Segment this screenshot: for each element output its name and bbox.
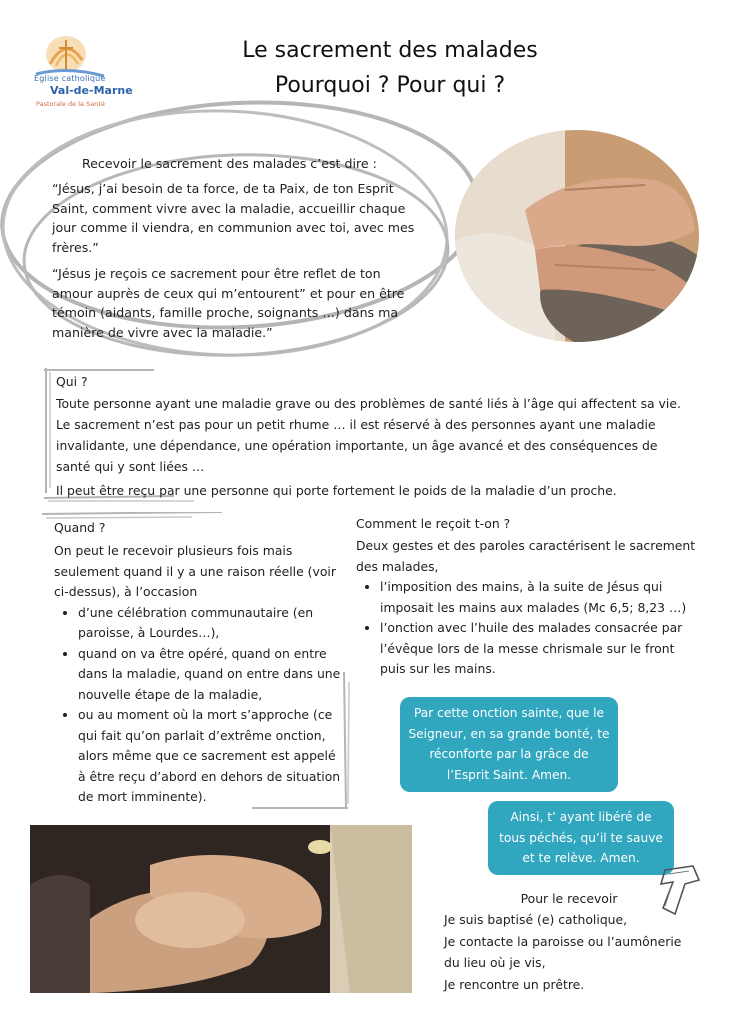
quote-intro: Recevoir le sacrement des malades c’est dire : (82, 156, 377, 171)
recevoir-line: Je rencontre un prêtre. (444, 976, 585, 992)
logo-line-2: Val-de-Marne (50, 84, 133, 97)
diocese-logo-icon (28, 30, 140, 80)
quand-intro: On peut le recevoir plusieurs fois mais seulement quand il y a une raison réelle (voir ci-dessus), à l’occasion (54, 543, 336, 599)
comment-item: • l’imposition des mains, à la suite de Jésus qui imposait les mains aux malades (Mc 6,5; 8,23 …) (380, 577, 696, 618)
logo-line-3: Pastorale de la Santé (36, 100, 105, 108)
qui-heading: Qui ? (56, 374, 88, 389)
comment-list (356, 577, 696, 680)
quand-body (54, 541, 344, 808)
qui-text: Toute personne ayant une maladie grave ou des problèmes de santé liés à l’âge qui affectent sa vie. Le sacrement n’est pas pour un petit rhume … il est réservé à des personnes ayant une maladie invalidante, une dépendance, une opération importante, un âge avancé et des conséquences de santé qui y sont liées … (56, 396, 681, 474)
logo-line-1: Eglise catholique (34, 74, 106, 83)
quote-paragraph-2: “Jésus je reçois ce sacrement pour être reflet de ton amour auprès de ceux qui m’entourent” et pour en être témoin (aidants, famille proche, soignants …) dans ma manière de vivre avec la maladie.” (52, 266, 405, 340)
comment-item: • l’onction avec l’huile des malades consacrée par l’évêque lors de la messe chrismale sur le front puis sur les mains. (380, 618, 696, 680)
quand-item: • ou au moment où la mort s’approche (ce qui fait qu’on parlait d’extrême onction, alors même que ce sacrement est appelé à être reçu d’abord en dehors de situation de mort imminente). (78, 705, 344, 808)
quand-list (54, 603, 344, 808)
comment-heading: Comment le reçoit t-on ? (356, 516, 511, 531)
recevoir-line: Je contacte la paroisse ou l’aumônerie (444, 933, 682, 949)
quand-item: • quand on va être opéré, quand on entre dans la maladie, quand on entre dans une nouvelle étape de la maladie, (78, 644, 344, 706)
prayer-bubble-2: Ainsi, t’ ayant libéré de tous péchés, qu’il te sauve et te relève. Amen. (488, 801, 674, 875)
page-subtitle: Pourquoi ? Pour qui ? (274, 73, 506, 98)
comment-body (356, 536, 696, 680)
quote-paragraph-1: “Jésus, j’ai besoin de ta force, de ta Paix, de ton Esprit Saint, comment vivre avec la maladie, accueillir chaque jour comme il viendra, en communion avec toi, avec mes frères.” (52, 181, 415, 255)
hand-arrow-icon (655, 862, 705, 924)
recevoir-line: Je suis baptisé (e) catholique, (444, 912, 628, 927)
quand-item: • d’une célébration communautaire (en paroisse, à Lourdes…), (78, 603, 344, 644)
prayer-bubble-1: Par cette onction sainte, que le Seigneur, en sa grande bonté, te réconforte par la grâce de l’Esprit Saint. Amen. (400, 697, 618, 792)
page-title: Le sacrement des malades (242, 38, 538, 63)
recevoir-line: du lieu où je vis, (444, 955, 546, 970)
comment-intro: Deux gestes et des paroles caractérisent le sacrement des malades, (356, 538, 696, 574)
qui-last-line: Il peut être reçu par une personne qui porte fortement le poids de la maladie d’un proche. (56, 483, 617, 498)
recevoir-heading: Pour le recevoir (520, 891, 618, 906)
photo-anointing-hands (30, 825, 412, 993)
photo-laying-on-hands (455, 130, 699, 342)
quand-heading: Quand ? (54, 520, 106, 535)
